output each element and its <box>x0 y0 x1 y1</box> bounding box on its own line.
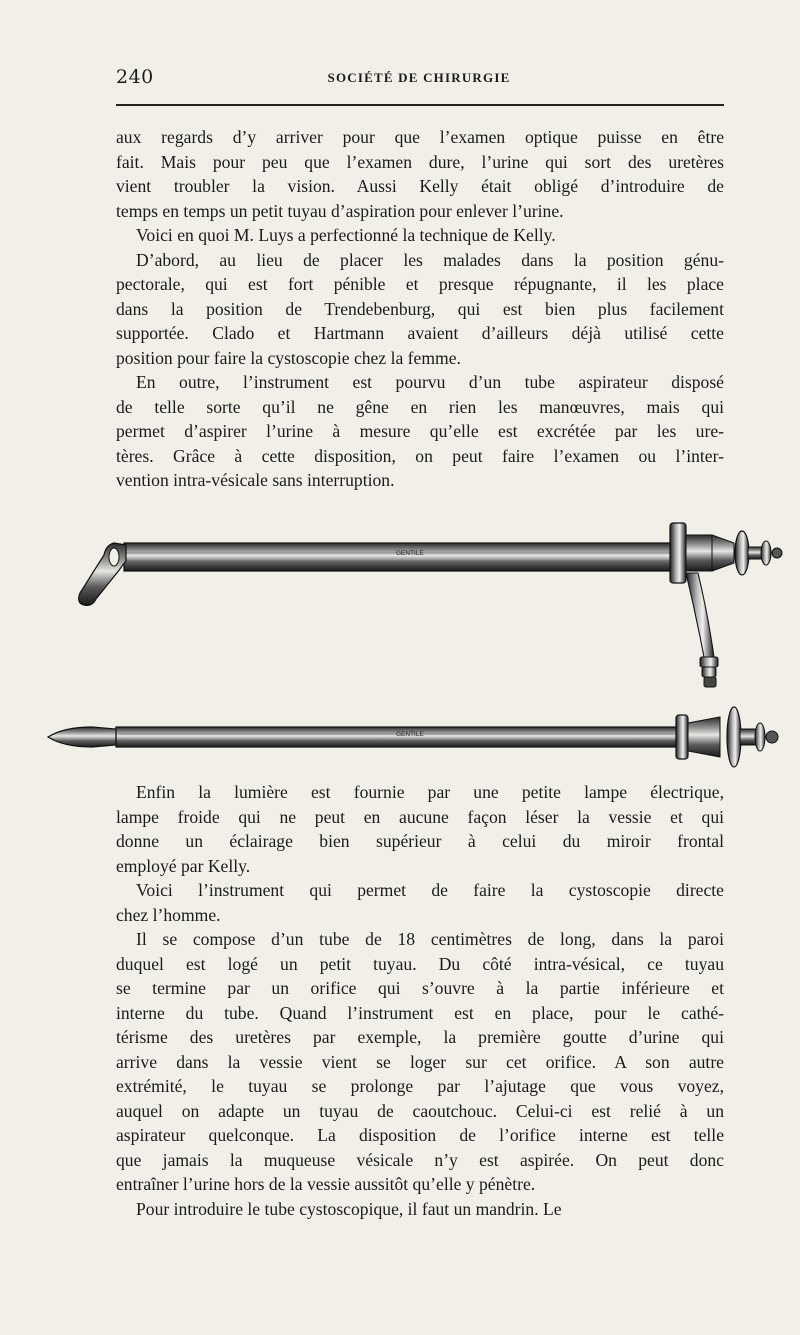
text-line: que jamais la muqueuse vésicale n’y est aspirée. On peut donc <box>116 1149 724 1170</box>
cystoscope-figure <box>44 515 788 775</box>
text-line: auquel on adapte un tuyau de caoutchouc. Celui-ci est relié à un <box>116 1100 724 1121</box>
text-line: térisme des uretères par exemple, la première goutte d’urine qui <box>116 1027 724 1047</box>
cystoscope-engraving <box>44 515 788 775</box>
text-line: D’abord, au lieu de placer les malades dans la position génu- <box>136 249 724 270</box>
text-line: Voici l’instrument qui permet de faire la cystoscopie directe <box>136 880 724 900</box>
page-header <box>116 66 722 90</box>
upper-disc <box>735 531 749 575</box>
text-line: interne du tube. Quand l’instrument est en place, pour le cathé- <box>116 1002 724 1023</box>
text-line: Enfin la lumière est fournie par une petite lampe électrique, <box>136 782 724 802</box>
text-line: employé par Kelly. <box>116 855 251 876</box>
text-line: duquel est logé un petit tuyau. Du côté intra-vésical, ce tuyau <box>116 953 724 974</box>
aspiration-side-tube <box>686 573 714 657</box>
upper-tube <box>124 543 684 571</box>
text-line: supportée. Clado et Hartmann avaient d’ailleurs déjà utilisé cette <box>116 323 724 343</box>
upper-engraving-label: GENTILE <box>396 550 424 557</box>
text-line: vention intra-vésicale sans interruption. <box>116 470 395 490</box>
text-line: se termine par un orifice qui s’ouvre à la partie inférieure et <box>116 978 724 998</box>
text-line: aspirateur quelconque. La disposition de l’orifice interne est telle <box>116 1125 724 1145</box>
text-line: arrive dans la vessie vient se loger sur cet orifice. A son autre <box>116 1051 724 1072</box>
paragraph <box>116 927 724 1197</box>
paragraph <box>116 370 724 493</box>
text-line: de telle sorte qu’il ne gêne en rien les manœuvres, mais qui <box>116 396 724 417</box>
text-line: position pour faire la cystoscopie chez la femme. <box>116 347 461 368</box>
text-line: extrémité, le tuyau se prolonge par l’ajutage que vous voyez, <box>116 1076 724 1096</box>
text-line: permet d’aspirer l’urine à mesure qu’elle est excrétée par les ure- <box>116 421 724 441</box>
lower-obturator-tip <box>48 727 116 747</box>
page-number: 240 <box>116 66 154 88</box>
paragraph <box>116 223 724 248</box>
paragraph <box>116 780 724 878</box>
text-block-lower <box>116 780 724 1221</box>
text-line: Il se compose d’un tube de 18 centimètres de long, dans la paroi <box>136 929 724 949</box>
paragraph <box>116 878 724 927</box>
lower-engraving-label: GENTILE <box>396 731 424 738</box>
lower-instrument <box>48 707 778 767</box>
text-line: donne un éclairage bien supérieur à celui du miroir frontal <box>116 831 724 851</box>
text-block-upper <box>116 125 724 493</box>
header-rule <box>116 104 724 106</box>
running-title: SOCIÉTÉ DE CHIRURGIE <box>327 70 511 85</box>
upper-beak <box>79 543 126 605</box>
text-line: Pour introduire le tube cystoscopique, il faut un mandrin. Le <box>136 1198 562 1219</box>
upper-instrument <box>79 523 782 687</box>
paragraph <box>116 1197 724 1222</box>
text-line: fait. Mais pour peu que l’examen dure, l’urine qui sort des uretères <box>116 151 724 172</box>
text-line: entraîner l’urine hors de la vessie aussitôt qu’elle y pénètre. <box>116 1174 536 1194</box>
paragraph <box>116 248 724 371</box>
text-line: temps en temps un petit tuyau d’aspiration pour enlever l’urine. <box>116 200 564 221</box>
text-line: aux regards d’y arriver pour que l’examen optique puisse en être <box>116 127 724 147</box>
text-line: En outre, l’instrument est pourvu d’un tube aspirateur disposé <box>136 372 724 392</box>
upper-collar <box>670 523 686 583</box>
text-line: chez l’homme. <box>116 904 221 925</box>
lower-disc <box>727 707 741 767</box>
paragraph <box>116 125 724 223</box>
text-line: Voici en quoi M. Luys a perfectionné la technique de Kelly. <box>136 225 556 245</box>
text-line: dans la position de Trendebenburg, qui est bien plus facilement <box>116 298 724 319</box>
text-line: tères. Grâce à cette disposition, on peut faire l’examen ou l’inter- <box>116 445 724 466</box>
lower-collar <box>676 715 688 759</box>
text-line: lampe froide qui ne peut en aucune façon léser la vessie et qui <box>116 806 724 827</box>
text-line: pectorale, qui est fort pénible et presque répugnante, il les place <box>116 274 724 294</box>
text-line: vient troubler la vision. Aussi Kelly était obligé d’introduire de <box>116 176 724 196</box>
